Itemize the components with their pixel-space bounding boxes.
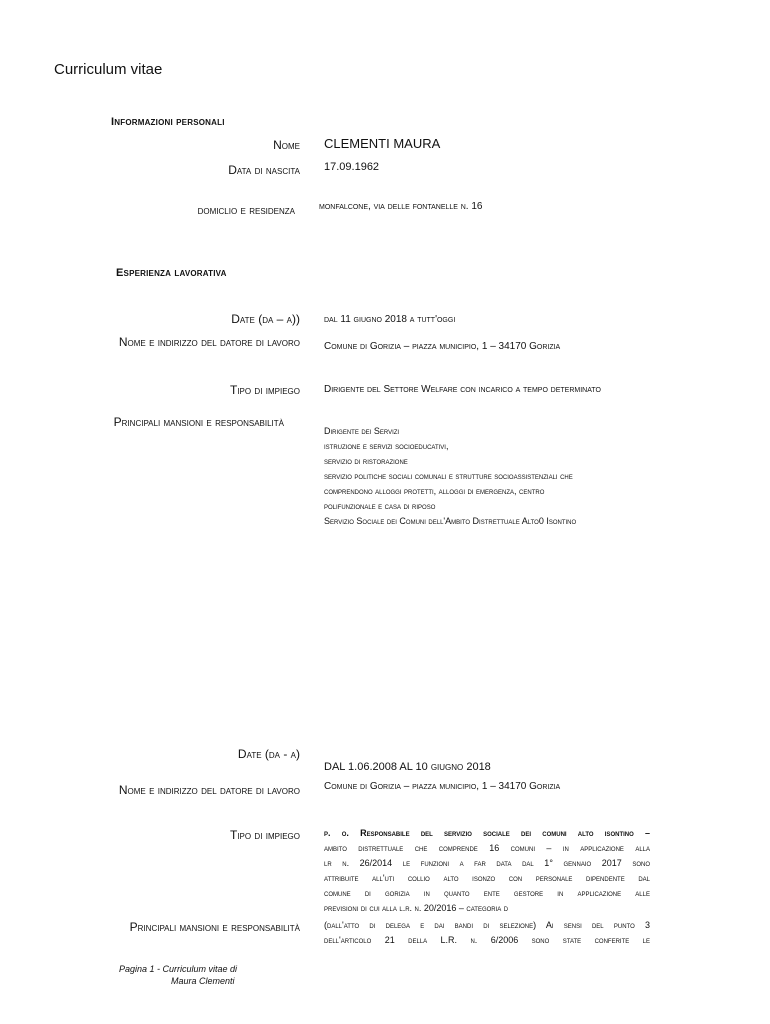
job1-type-label: Tipo di impiego [229,383,300,397]
footer-author-line: Maura Clementi [171,976,235,986]
job1-employer-label: Nome e indirizzo del datore di lavoro [118,335,300,349]
job2-duties-label: Principali mansioni e responsabilità [129,920,300,934]
job2-type-label: Tipo di impiego [229,828,300,842]
job2-type-line: previsioni di cui alla l.r. n. 20/2016 – categoria d [324,903,509,913]
job2-type-line: attribuite all'uti collio alto isonzo con personale dipendente dal [324,873,650,883]
job1-duties-line: istruzione e servizi socioeducativi, [324,441,449,451]
job2-duties-line: dell'articolo 21 della L.R. n. 6/2006 sono state conferite le [324,935,650,945]
section-title-experience: Esperienza lavorativa [116,267,227,279]
job2-type-text [324,826,650,916]
job1-date-label: Date (da – a)) [231,312,300,326]
footer-page-line: Pagina 1 - Curriculum vitae di [119,964,238,974]
job1-employer-value: Comune di Gorizia – piazza municipio, 1 – 34170 Gorizia [324,341,561,352]
job1-date-value: dal 11 giugno 2018 a tutt'oggi [324,314,456,325]
job1-duties-line: comprendono alloggi protetti, alloggi di emergenza, centro [324,486,545,496]
name-value: CLEMENTI MAURA [324,136,441,151]
name-label: Nome [273,138,300,152]
job1-duties-line: polifunzionale e casa di riposo [324,501,436,511]
section-title-personal: Informazioni personali [111,116,225,128]
job2-date-label: Date (da - a) [237,747,300,761]
job2-date-value: DAL 1.06.2008 AL 10 giugno 2018 [324,761,491,773]
dob-value: 17.09.1962 [324,161,380,173]
job2-type-line: p. o. Responsabile del servizio sociale dei comuni alto isontino – [324,828,650,838]
job2-type-line: comune di gorizia in quanto ente gestore in applicazione alle [324,888,650,898]
dob-label: Data di nascita [228,163,300,177]
job1-duties-line: Dirigente dei Servizi [324,426,400,436]
residence-label: domiclio e residenza [197,203,295,217]
job2-type-line: lr n. 26/2014 le funzioni a far data dal 1° gennaio 2017 sono [324,858,650,868]
page-title: Curriculum vitae [54,61,163,78]
job1-duties-line: Servizio Sociale dei Comuni dell'Ambito Distrettuale Alto0 Isontino [324,516,577,526]
job2-employer-label: Nome e indirizzo del datore di lavoro [118,783,300,797]
job2-employer-value: Comune di Gorizia – piazza municipio, 1 – 34170 Gorizia [324,781,561,792]
job2-duties-text [324,918,650,948]
job1-duties-line: servizio di ristorazione [324,456,408,466]
job2-duties-line: (dall'atto di delega e dai bandi di selezione) Ai sensi del punto 3 [324,920,650,930]
job2-type-line: ambito distrettuale che comprende 16 comuni – in applicazione alla [324,843,650,853]
job1-type-value: Dirigente del Settore Welfare con incarico a tempo determinato [324,384,601,395]
job1-duties-line: servizio politiche sociali comunali e strutture socioassistenziali che [324,471,573,481]
job1-duties-text [324,424,650,529]
job1-duties-label: Principali mansioni e responsabilità [113,415,284,429]
residence-value: monfalcone, via delle fontanelle n. 16 [319,201,483,212]
